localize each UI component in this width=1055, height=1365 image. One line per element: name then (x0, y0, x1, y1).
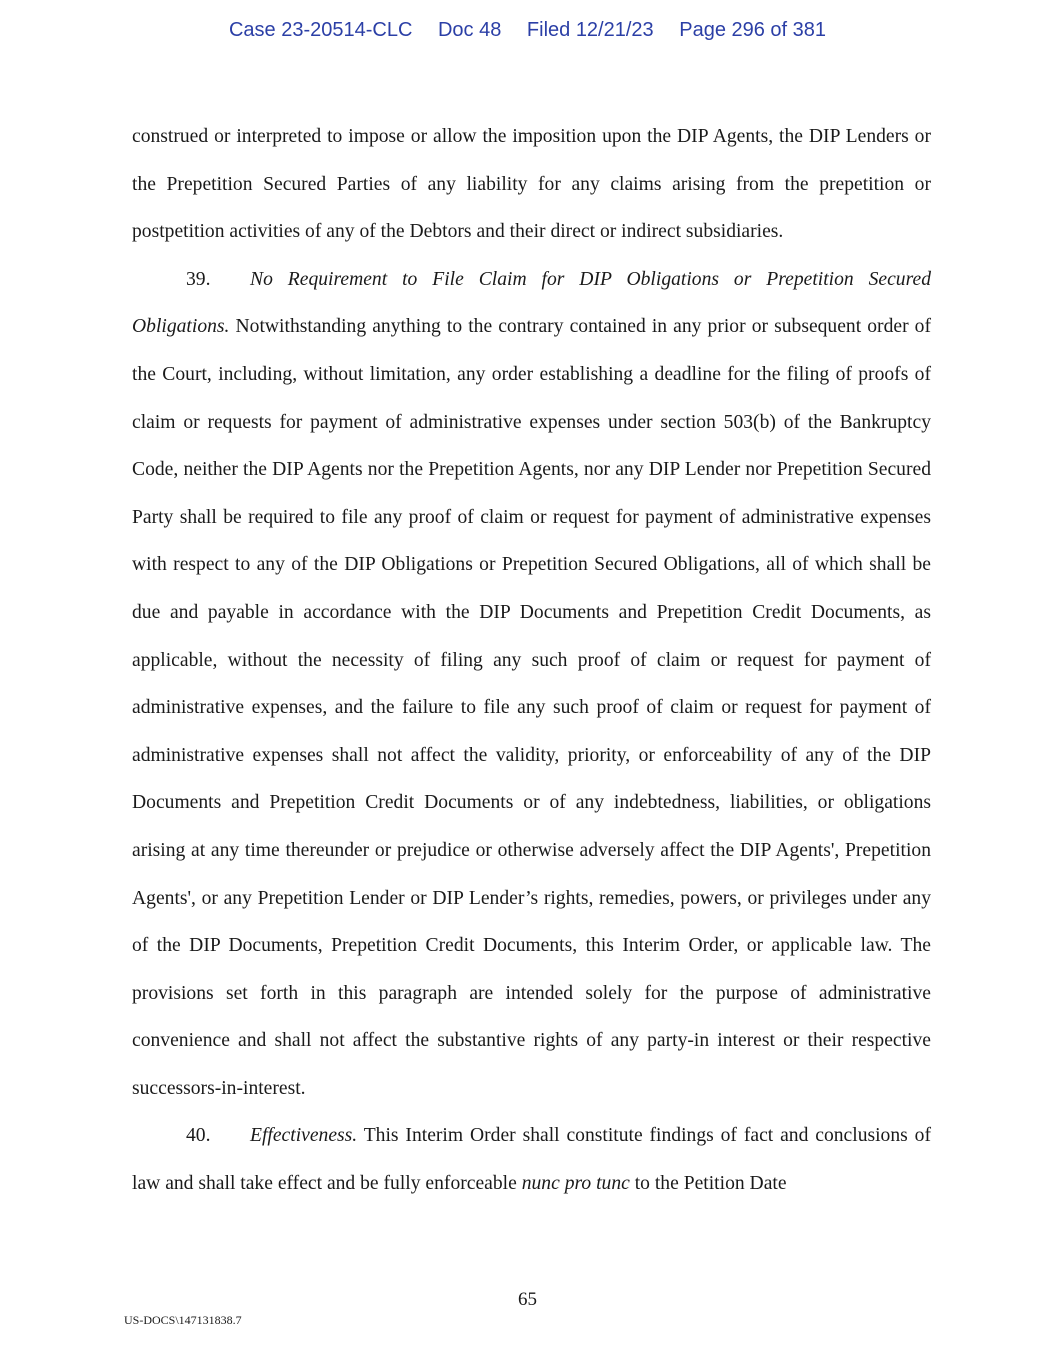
document-body (132, 113, 931, 1208)
paragraph-39 (132, 256, 931, 1113)
paragraph-heading: Effectiveness. (250, 1125, 358, 1147)
paragraph-40 (132, 1112, 931, 1207)
paragraph-body: This Interim Order shall constitute findings of fact and conclusions of law and shall take effect and be fully enforceable (132, 1125, 931, 1195)
paragraph-body-end: to the Petition Date (629, 1173, 787, 1195)
paragraph-body: Notwithstanding anything to the contrary contained in any prior or subsequent order of the Court, including, without limitation, any order establishing a deadline for the filing of proofs of claim or requests for payment of administrative expenses under section 503(b) of the Bankruptcy Code, neither the DIP Agents nor the Prepetition Agents, nor any DIP Lender nor Prepetition Secured Party shall be required to file any proof of claim or request for payment of administrative expenses with respect to any of the DIP Obligations or Prepetition Secured Obligations, all of which shall be due and payable in accordance with the DIP Documents and Prepetition Credit Documents, as applicable, without the necessity of filing any such proof of claim or request for payment of administrative expenses, and the failure to file any such proof of claim or request for payment of administrative expenses shall not affect the validity, priority, or enforceability of any of the DIP Documents and Prepetition Credit Documents or of any indebtedness, liabilities, or obligations arising at any time thereunder or prejudice or otherwise adversely affect the DIP Agents', Prepetition Agents', or any Prepetition Lender or DIP Lender’s rights, remedies, powers, or privileges under any of the DIP Documents, Prepetition Credit Documents, this Interim Order, or applicable law. The provisions set forth in this paragraph are intended solely for the purpose of administrative convenience and shall not affect the substantive rights of any party-in interest or their respective successors-in-interest. (132, 316, 931, 1099)
filed-date: Filed 12/21/23 (526, 19, 654, 41)
case-number: Case 23-20514-CLC (228, 19, 413, 41)
paragraph-number: 40. (186, 1125, 211, 1147)
paragraph-number: 39. (186, 268, 211, 290)
case-header (0, 19, 1055, 42)
latin-term: nunc pro tunc (521, 1173, 630, 1195)
page-of-total: Page 296 of 381 (679, 19, 827, 41)
doc-number: Doc 48 (437, 19, 502, 41)
paragraph-continuation: construed or interpreted to impose or allow the imposition upon the DIP Agents, the DIP Lenders or the Prepetition Secured Parties of any liability for any claims arising from the prepetition or postpetition activities of any of the Debtors and their direct or indirect subsidiaries. (132, 126, 931, 243)
page-number: 65 (518, 1289, 537, 1310)
document-id: US-DOCS\147131838.7 (124, 1313, 242, 1327)
paragraph-heading: No Requirement to File Claim for DIP Obligations or Prepetition Secured Obligations. (132, 268, 931, 338)
